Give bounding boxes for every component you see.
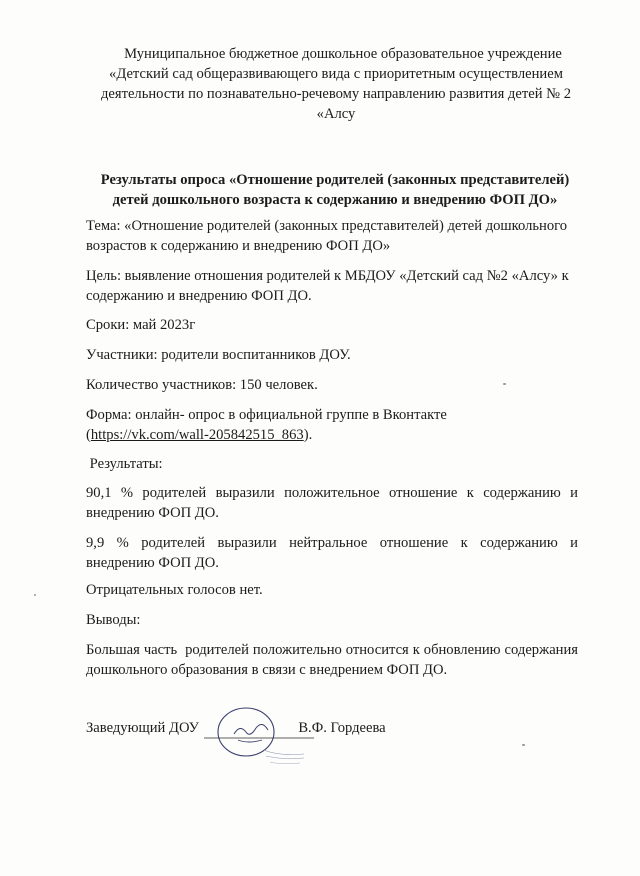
handwritten-signature-icon <box>204 704 314 774</box>
conclusion-paragraph: Большая часть родителей положительно относится к обновлению содержания дошкольного образования в связи с внедрением ФОП ДО. <box>86 642 582 678</box>
signatory-name: В.Ф. Гордеева <box>298 720 386 736</box>
institution-header <box>86 44 586 124</box>
title-line-2: детей дошкольного возраста к содержанию и внедрению ФОП ДО» <box>112 192 558 208</box>
header-line-2: «Детский сад общеразвивающего вида с приоритетным осуществлением <box>109 66 563 82</box>
form-text: Форма: онлайн- опрос в официальной группе в Вконтакте <box>86 407 447 423</box>
header-line-4: «Алсу <box>316 106 356 122</box>
form-open-paren: ( <box>86 427 91 443</box>
dates-paragraph: Сроки: май 2023г <box>86 317 196 333</box>
form-paragraph <box>86 405 578 445</box>
header-line-3: деятельности по познавательно-речевому направлению развития детей № 2 <box>100 86 572 102</box>
result-negative: Отрицательных голосов нет. <box>86 582 263 598</box>
results-heading: Результаты: <box>86 456 163 472</box>
paper-speck <box>34 594 36 596</box>
signatory-position: Заведующий ДОУ <box>86 720 200 736</box>
goal-paragraph: Цель: выявление отношения родителей к МБДОУ «Детский сад №2 «Алсу» к содержанию и внедрению ФОП ДО. <box>86 268 569 304</box>
title-line-1: Результаты опроса «Отношение родителей (законных представителей) <box>100 172 570 188</box>
document-title <box>86 170 584 210</box>
result-neutral: 9,9 % родителей выразили нейтральное отношение к содержанию и внедрению ФОП ДО. <box>86 535 578 571</box>
paper-speck <box>503 383 506 385</box>
participants-paragraph: Участники: родители воспитанников ДОУ. <box>86 347 351 363</box>
result-positive: 90,1 % родителей выразили положительное отношение к содержанию и внедрению ФОП ДО. <box>86 485 578 521</box>
vk-link[interactable]: https://vk.com/wall-205842515_863 <box>90 427 304 443</box>
paper-speck <box>522 744 525 746</box>
count-paragraph: Количество участников: 150 человек. <box>86 377 318 393</box>
topic-paragraph: Тема: «Отношение родителей (законных представителей) детей дошкольного возрастов к содержанию и внедрению ФОП ДО» <box>86 218 568 254</box>
header-line-1: Муниципальное бюджетное дошкольное образовательное учреждение <box>124 46 562 62</box>
conclusions-heading: Выводы: <box>86 612 141 628</box>
form-close-paren: ). <box>303 427 313 443</box>
signature-block <box>86 718 586 738</box>
